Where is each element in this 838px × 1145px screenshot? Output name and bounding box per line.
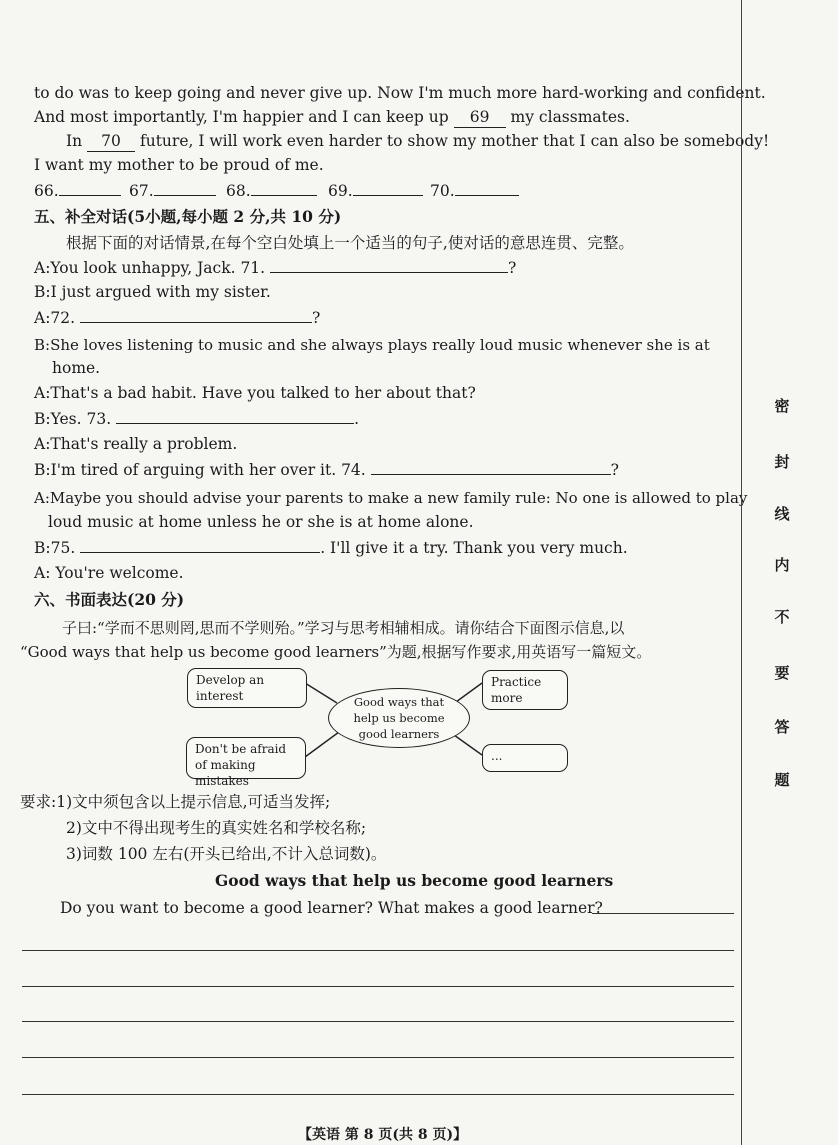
- mindmap-center: [328, 688, 470, 748]
- dialogue-line-5: A:That's a bad habit. Have you talked to her about that?: [34, 384, 476, 402]
- blank-69: 69: [454, 107, 506, 128]
- seal-char-5: 不: [774, 608, 790, 626]
- answer-slot-69[interactable]: 69.: [328, 181, 423, 201]
- section-6-heading: 六、书面表达(20 分): [34, 590, 185, 609]
- section-5-instruction: 根据下面的对话情景,在每个空白处填上一个适当的句子,使对话的意思连贯、完整。: [66, 234, 634, 252]
- passage-line-2-text: And most importantly, I'm happier and I can keep up: [34, 108, 449, 126]
- seal-char-2: 封: [774, 453, 790, 471]
- requirement-1: 要求:1)文中须包含以上提示信息,可适当发挥;: [20, 793, 331, 811]
- mindmap-node-dont-be-afraid: Don't be afraid of making mistakes: [186, 737, 306, 779]
- mindmap-node-practice-more: Practice more: [482, 670, 568, 710]
- dialogue-line-11: A: You're welcome.: [34, 564, 184, 582]
- answer-slot-66[interactable]: 66.: [34, 181, 121, 201]
- dialogue-line-72: A:72. ?: [34, 309, 321, 327]
- section-6-intro-1: 子曰:“学而不思则罔,思而不学则殆。”学习与思考相辅相成。请你结合下面图示信息,以: [62, 619, 625, 637]
- seal-char-3: 线: [774, 505, 790, 523]
- dialogue-line-7: A:That's really a problem.: [34, 435, 238, 453]
- passage-line-3-start: In: [66, 132, 83, 150]
- writing-line-0[interactable]: [592, 913, 734, 914]
- dialogue-line-74: B:I'm tired of arguing with her over it. 74. ?: [34, 461, 619, 479]
- requirement-3: 3)词数 100 左右(开头已给出,不计入总词数)。: [66, 845, 387, 863]
- mindmap-node-ellipsis: ...: [482, 744, 568, 772]
- passage-line-3-text: future, I will work even harder to show my mother that I can also be somebody!: [139, 132, 770, 150]
- essay-start: Do you want to become a good learner? What makes a good learner?: [60, 899, 603, 917]
- writing-line-5[interactable]: [22, 1094, 734, 1095]
- answer-slot-68[interactable]: 68.: [226, 181, 317, 201]
- blank-70: 70: [87, 131, 135, 152]
- passage-line-1: to do was to keep going and never give up. Now I'm much more hard-working and confident.: [34, 84, 766, 102]
- essay-title: Good ways that help us become good learners: [215, 871, 614, 890]
- dialogue-line-75: B:75. . I'll give it a try. Thank you very much.: [34, 539, 628, 557]
- dialogue-line-4: B:She loves listening to music and she always plays really loud music whenever she is at: [34, 336, 710, 354]
- seal-char-8: 题: [774, 771, 790, 789]
- answer-slot-70[interactable]: 70.: [430, 181, 519, 201]
- dialogue-line-9b: loud music at home unless he or she is at home alone.: [48, 513, 474, 531]
- dialogue-line-2: B:I just argued with my sister.: [34, 283, 271, 301]
- mindmap-node-develop-interest: Develop an interest: [187, 668, 307, 708]
- writing-line-4[interactable]: [22, 1057, 734, 1058]
- binding-margin-line: [741, 0, 742, 1145]
- writing-line-3[interactable]: [22, 1021, 734, 1022]
- dialogue-line-4b: home.: [52, 359, 101, 377]
- passage-line-4: I want my mother to be proud of me.: [34, 156, 324, 174]
- seal-char-1: 密: [774, 397, 790, 415]
- writing-line-1[interactable]: [22, 950, 734, 951]
- page-footer: 【英语 第 8 页(共 8 页)】: [298, 1127, 468, 1143]
- seal-char-7: 答: [774, 718, 790, 736]
- mindmap-center-label: Good ways that help us become good learners: [353, 695, 445, 741]
- dialogue-line-9: A:Maybe you should advise your parents to make a new family rule: No one is allowed to play: [34, 489, 748, 507]
- passage-line-2-end: my classmates.: [510, 108, 630, 126]
- requirement-2: 2)文中不得出现考生的真实姓名和学校名称;: [66, 819, 367, 837]
- writing-line-2[interactable]: [22, 986, 734, 987]
- section-5-heading: 五、补全对话(5小题,每小题 2 分,共 10 分): [34, 207, 342, 226]
- seal-char-4: 内: [774, 556, 790, 574]
- answer-slot-67[interactable]: 67.: [129, 181, 216, 201]
- dialogue-line-73: B:Yes. 73. .: [34, 410, 360, 428]
- seal-char-6: 要: [774, 664, 790, 682]
- dialogue-line-71: A:You look unhappy, Jack. 71. ?: [34, 259, 517, 277]
- section-6-intro-2: “Good ways that help us become good learners”为题,根据写作要求,用英语写一篇短文。: [20, 643, 652, 661]
